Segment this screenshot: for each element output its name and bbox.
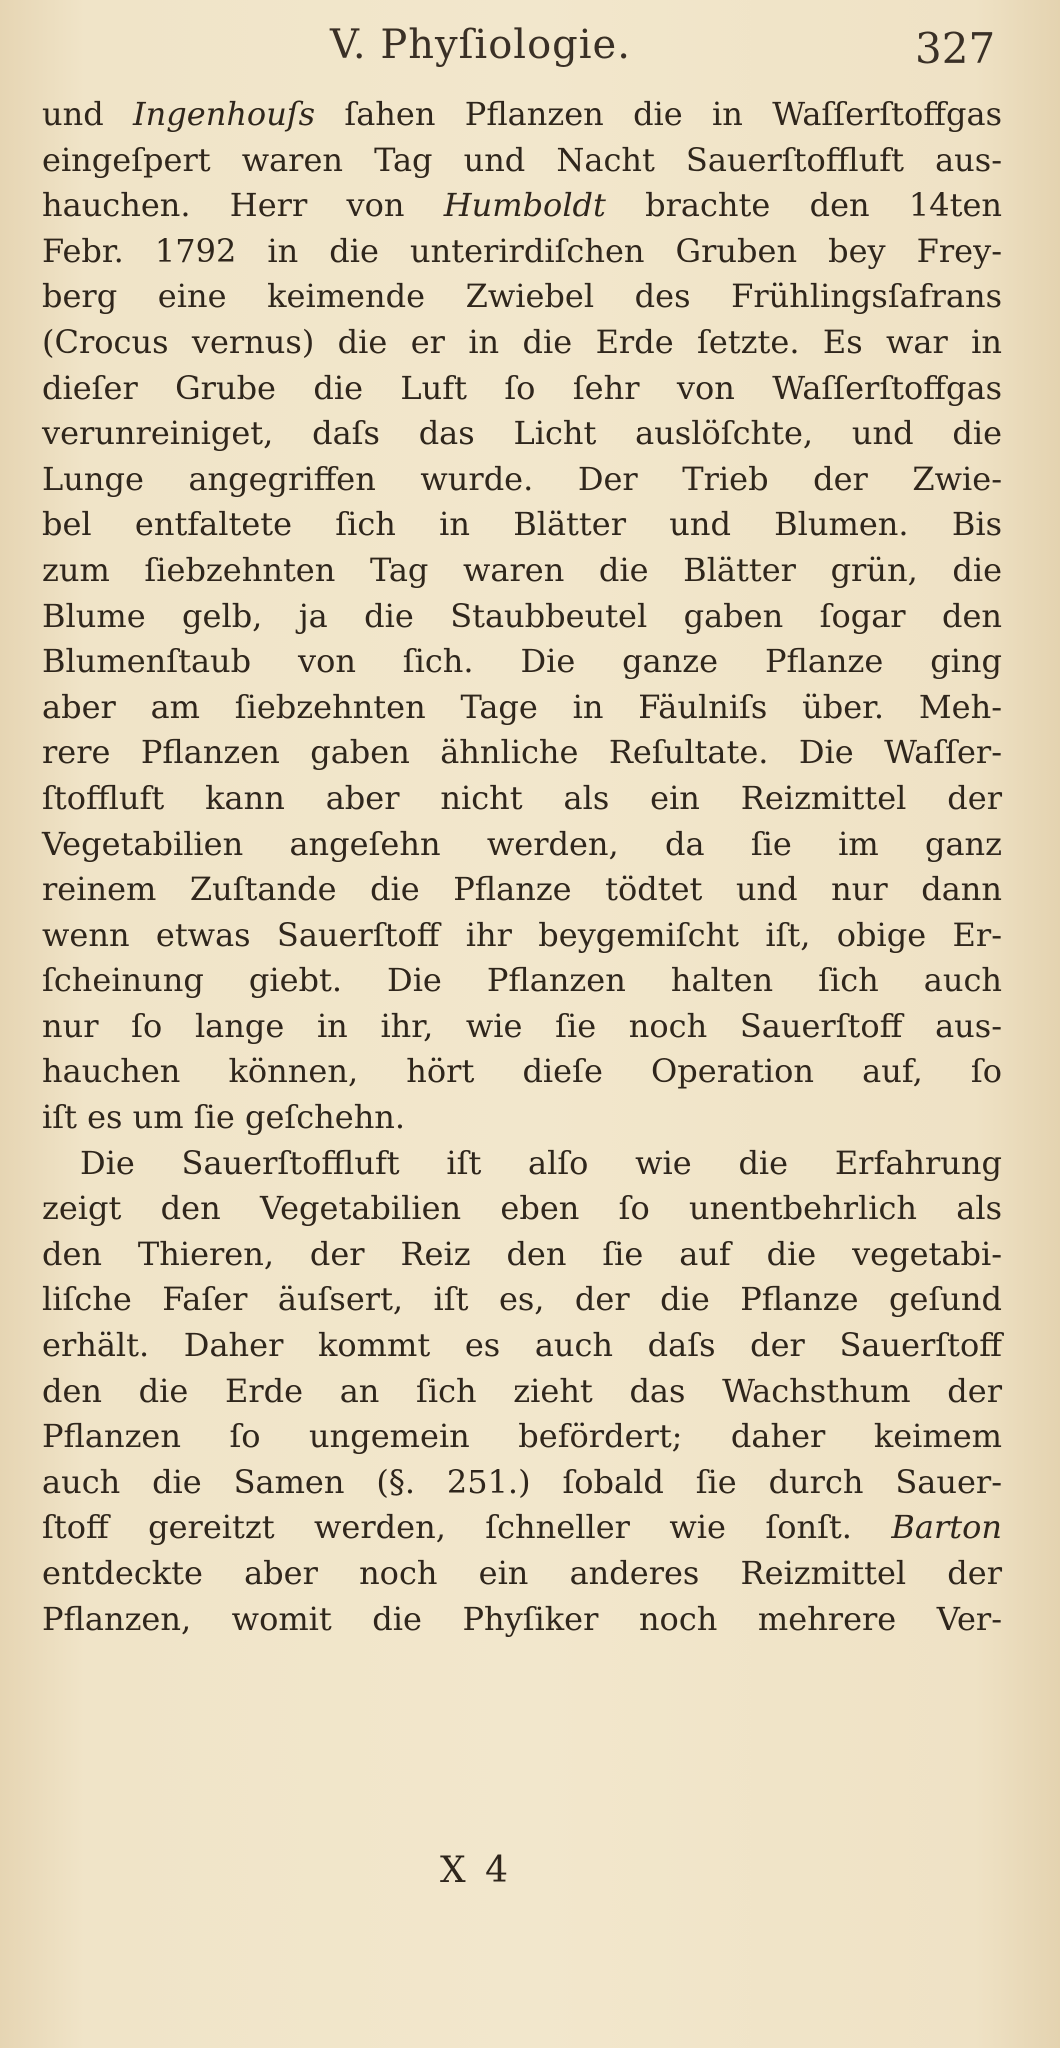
- line-text: auch die Samen (§. 251.) ſobald ſie durch Sauer-: [42, 1462, 1002, 1501]
- body-text: [42, 92, 1002, 1642]
- line-text: Febr. 1792 in die unterirdiſchen Gruben bey Frey-: [42, 231, 1002, 270]
- text-line: [42, 1551, 1002, 1597]
- text-line: [42, 776, 1002, 822]
- text-line: [42, 229, 1002, 275]
- text-line: [42, 1505, 1002, 1551]
- text-line: [42, 594, 1002, 640]
- text-line: [42, 1141, 1002, 1187]
- running-header: [0, 22, 1060, 82]
- line-text: hauchen können, hört dieſe Operation auf, ſo: [42, 1052, 1002, 1091]
- line-text: Blume gelb, ja die Staubbeutel gaben ſogar den: [42, 596, 1002, 635]
- line-text: wenn etwas Sauerſtoff ihr beygemiſcht iſt, obige Er-: [42, 915, 1002, 954]
- line-text: dieſer Grube die Luft ſo ſehr von Waſſerſtoffgas: [42, 368, 1002, 407]
- line-text: ſtoffluft kann aber nicht als ein Reizmittel der: [42, 778, 1002, 817]
- line-text: Pflanzen, womit die Phyſiker noch mehrere Ver-: [42, 1599, 1002, 1638]
- line-text: verunreiniget, daſs das Licht auslöſchte, und die: [42, 414, 1002, 453]
- text-line: [42, 1232, 1002, 1278]
- line-text: Pflanzen ſo ungemein befördert; daher keimem: [42, 1417, 1002, 1456]
- line-text: aber am ſiebzehnten Tage in Fäulniſs über. Meh-: [42, 687, 1002, 726]
- line-text: den Thieren, der Reiz den ſie auf die vegetabi-: [42, 1234, 1002, 1273]
- text-line: [42, 1277, 1002, 1323]
- text-line: [42, 639, 1002, 685]
- line-text: entdeckte aber noch ein anderes Reizmittel der: [42, 1554, 1002, 1592]
- page-number: 327: [915, 24, 996, 73]
- text-line: [42, 183, 1002, 229]
- line-text: Vegetabilien angeſehn werden, da ſie im ganz: [42, 824, 1002, 863]
- section-title: V. Phyſiologie.: [330, 22, 631, 68]
- text-line: [42, 867, 1002, 913]
- text-line: [42, 822, 1002, 868]
- text-line: [42, 366, 1002, 412]
- line-text: bel entfaltete ſich in Blätter und Blumen. Bis: [42, 505, 1002, 544]
- text-line: [42, 1597, 1002, 1643]
- text-line: [42, 92, 1002, 138]
- line-text: zeigt den Vegetabilien eben ſo unentbehrlich als: [42, 1189, 1002, 1228]
- line-text: den die Erde an ſich zieht das Wachsthum der: [42, 1371, 1002, 1410]
- line-text: Blumenſtaub von ſich. Die ganze Pflanze ging: [42, 642, 1002, 681]
- line-text: (Crocus vernus) die er in die Erde ſetzte. Es war in: [42, 322, 1002, 361]
- signature-mark: X 4: [440, 1850, 512, 1891]
- text-line: [42, 1414, 1002, 1460]
- line-text: zum ſiebzehnten Tag waren die Blätter grün, die: [42, 550, 1002, 589]
- line-text: reinem Zuſtande die Pflanze tödtet und nur dann: [42, 870, 1002, 909]
- text-line: [42, 1460, 1002, 1506]
- text-line: [42, 1049, 1002, 1095]
- italic-name: Humboldt: [443, 186, 606, 225]
- text-line: [42, 320, 1002, 366]
- line-text: nur ſo lange in ihr, wie ſie noch Sauerſtoff aus-: [42, 1006, 1002, 1045]
- italic-name: Ingenhouſs: [133, 95, 316, 133]
- text-line: [42, 411, 1002, 457]
- line-text: berg eine keimende Zwiebel des Frühlingsſafrans: [42, 277, 1002, 316]
- line-text: liſche Faſer äuſsert, iſt es, der die Pflanze geſund: [42, 1280, 1002, 1319]
- line-text-tail: brachte den 14ten: [605, 186, 1002, 225]
- text-line: [42, 1323, 1002, 1369]
- text-line: [42, 274, 1002, 320]
- line-text: ſcheinung giebt. Die Pflanzen halten ſich auch: [42, 961, 1002, 1000]
- line-text: Lunge angegriffen wurde. Der Trieb der Zwie-: [42, 459, 1002, 498]
- italic-name: Barton: [891, 1508, 1002, 1547]
- line-text: iſt es um ſie geſchehn.: [42, 1098, 406, 1137]
- text-line: [42, 1095, 1002, 1141]
- text-line: [42, 1186, 1002, 1232]
- text-line: [42, 1369, 1002, 1415]
- line-text: eingeſpert waren Tag und Nacht Sauerſtoffluft aus-: [42, 140, 1002, 179]
- text-line: [42, 502, 1002, 548]
- line-text: rere Pflanzen gaben ähnliche Reſultate. Die Waſſer-: [42, 733, 1002, 772]
- line-text: und: [42, 95, 134, 133]
- line-text: erhält. Daher kommt es auch daſs der Sauerſtoff: [42, 1326, 1002, 1365]
- text-line: [42, 913, 1002, 959]
- text-line: [42, 730, 1002, 776]
- line-text: hauchen. Herr von: [42, 186, 444, 225]
- line-text: ſtoff gereitzt werden, ſchneller wie ſonſt.: [42, 1508, 892, 1547]
- text-line: [42, 138, 1002, 184]
- text-line: [42, 958, 1002, 1004]
- line-text-tail: ſahen Pflanzen die in Waſſerſtoffgas: [315, 95, 1003, 133]
- text-line: [42, 548, 1002, 594]
- text-line: [42, 457, 1002, 503]
- text-line: [42, 685, 1002, 731]
- text-line: [42, 1004, 1002, 1050]
- line-text: Die Sauerſtoffluft iſt alſo wie die Erfahrung: [80, 1143, 1002, 1182]
